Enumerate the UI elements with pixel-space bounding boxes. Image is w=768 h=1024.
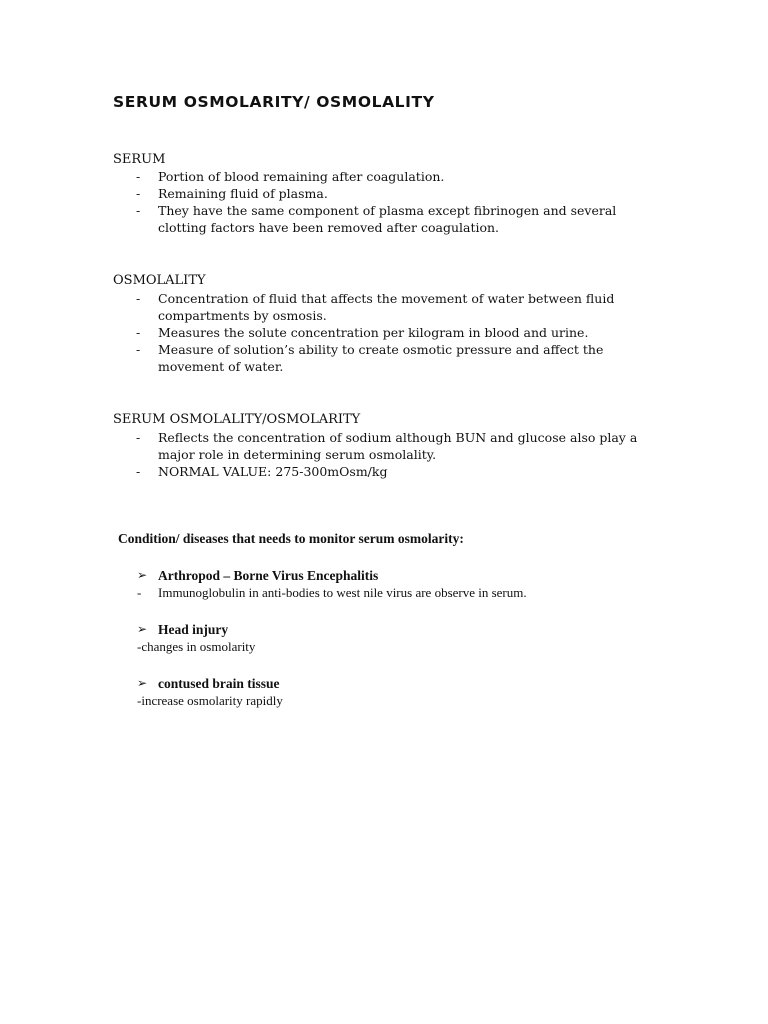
section-heading-serum: SERUM: [113, 152, 166, 167]
condition-head-injury: [137, 621, 657, 655]
condition-heading: ➢ contused brain tissue: [137, 676, 280, 691]
dash-bullet: -: [136, 464, 141, 479]
document-title: SERUM OSMOLARITY/ OSMOLALITY: [113, 93, 435, 111]
list-item: - Measures the solute concentration per kilogram in blood and urine.: [136, 325, 589, 340]
condition-contused-brain-tissue: [137, 675, 657, 709]
condition-note: - Immunoglobulin in anti-bodies to west nile virus are observe in serum.: [137, 585, 527, 600]
list-item: - Portion of blood remaining after coagulation.: [136, 169, 445, 184]
list-item: - Reflects the concentration of sodium although BUN and glucose also play a major role in determining serum osmolality.: [136, 430, 638, 462]
serum-list: [113, 168, 653, 236]
dash-bullet: -: [137, 585, 142, 600]
dash-bullet: -: [136, 203, 141, 218]
serum-osmolality-list: [113, 429, 653, 480]
condition-arthropod: [137, 567, 657, 601]
dash-bullet: -: [136, 325, 141, 340]
list-item: - Remaining fluid of plasma.: [136, 186, 328, 201]
arrow-bullet-icon: ➢: [137, 568, 148, 582]
condition-note: -increase osmolarity rapidly: [137, 693, 283, 708]
section-heading-serum-osmolality: SERUM OSMOLALITY/OSMOLARITY: [113, 412, 361, 427]
dash-bullet: -: [136, 430, 141, 445]
dash-bullet: -: [136, 291, 141, 306]
dash-bullet: -: [136, 342, 141, 357]
condition-heading: ➢ Arthropod – Borne Virus Encephalitis: [137, 568, 379, 583]
osmolality-list: [113, 290, 653, 375]
arrow-bullet-icon: ➢: [137, 676, 148, 690]
dash-bullet: -: [136, 169, 141, 184]
list-item: - NORMAL VALUE: 275-300mOsm/kg: [136, 464, 388, 479]
arrow-bullet-icon: ➢: [137, 622, 148, 636]
section-heading-osmolality: OSMOLALITY: [113, 273, 206, 288]
list-item: - Concentration of fluid that affects the movement of water between fluid compartments by osmosis.: [136, 291, 615, 323]
dash-bullet: -: [136, 186, 141, 201]
list-item: - Measure of solution’s ability to create osmotic pressure and affect the movement of water.: [136, 342, 604, 374]
list-item: - They have the same component of plasma except fibrinogen and several clotting factors have been removed after coagulation.: [136, 203, 617, 235]
conditions-title: Condition/ diseases that needs to monitor serum osmolarity:: [118, 531, 464, 546]
condition-heading: ➢ Head injury: [137, 622, 229, 637]
condition-note: -changes in osmolarity: [137, 639, 256, 654]
